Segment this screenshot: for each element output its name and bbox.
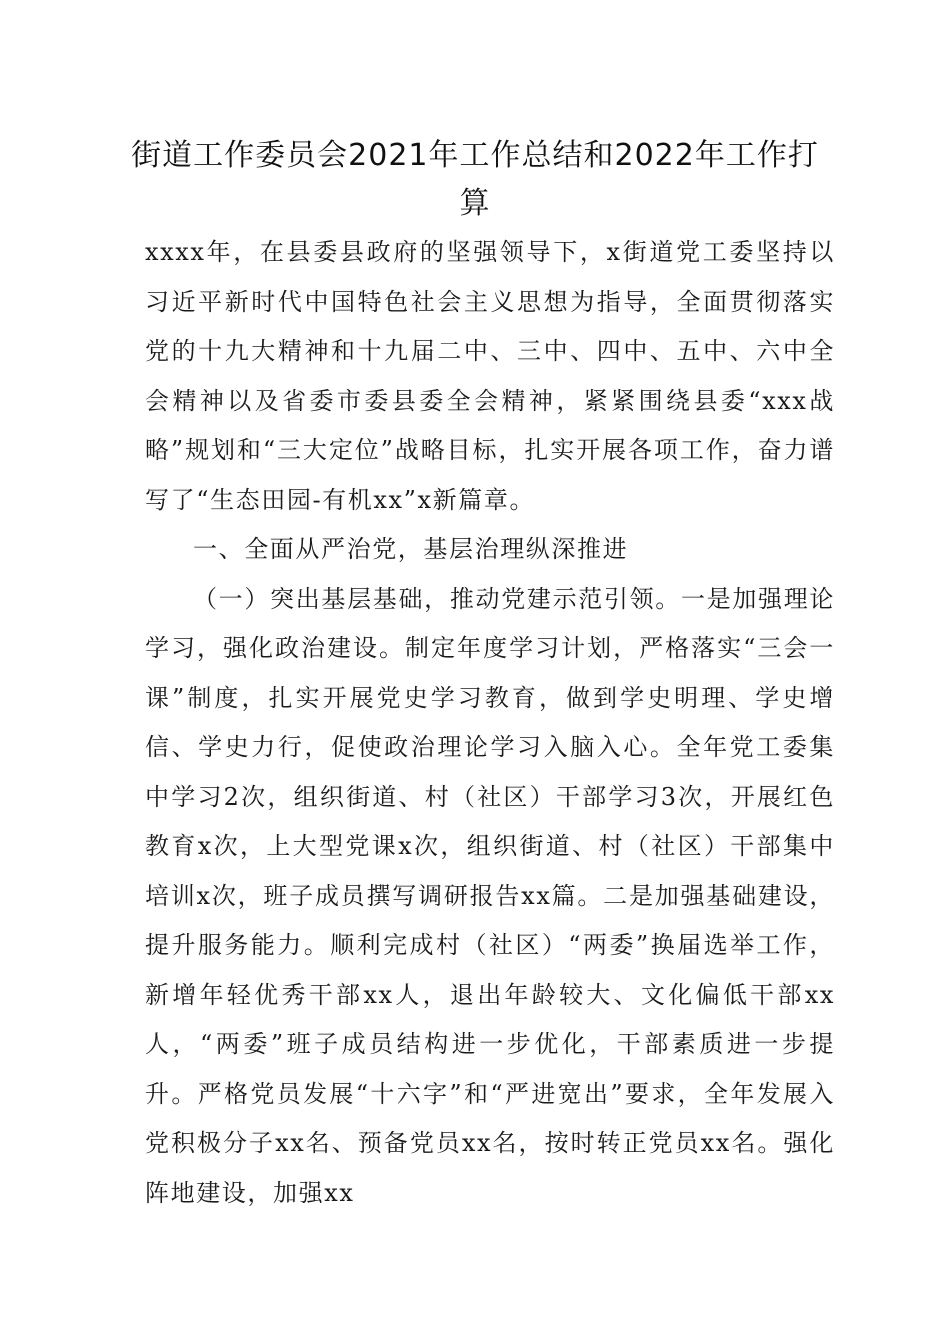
document-body bbox=[145, 228, 835, 1218]
document-title: 街道工作委员会2021年工作总结和2022年工作打算 bbox=[131, 138, 819, 221]
intro-paragraph: xxxx年，在县委县政府的坚强领导下，x街道党工委坚持以习近平新时代中国特色社会主义思想为指导，全面贯彻落实党的十九大精神和十九届二中、三中、四中、五中、六中全会精神以及省委市委县委全会精神，紧紧围绕县委“xxx战略”规划和“三大定位”战略目标，扎实开展各项工作，奋力谱写了“生态田园-有机xx”x新篇章。 bbox=[145, 238, 835, 514]
subsection-paragraph-1: （一）突出基层基础，推动党建示范引领。一是加强理论学习，强化政治建设。制定年度学习计划，严格落实“三会一课”制度，扎实开展党史学习教育，做到学史明理、学史增信、学史力行，促使政治理论学习入脑入心。全年党工委集中学习2次，组织街道、村（社区）干部学习3次，开展红色教育x次，上大型党课x次，组织街道、村（社区）干部集中培训x次，班子成员撰写调研报告xx篇。二是加强基础建设，提升服务能力。顺利完成村（社区）“两委”换届选举工作，新增年轻优秀干部xx人，退出年龄较大、文化偏低干部xx人，“两委”班子成员结构进一步优化，干部素质进一步提升。严格党员发展“十六字”和“严进宽出”要求，全年发展入党积极分子xx名、预备党员xx名，按时转正党员xx名。强化阵地建设，加强xx bbox=[145, 584, 835, 1207]
section-heading-1: 一、全面从严治党，基层治理纵深推进 bbox=[193, 535, 629, 563]
